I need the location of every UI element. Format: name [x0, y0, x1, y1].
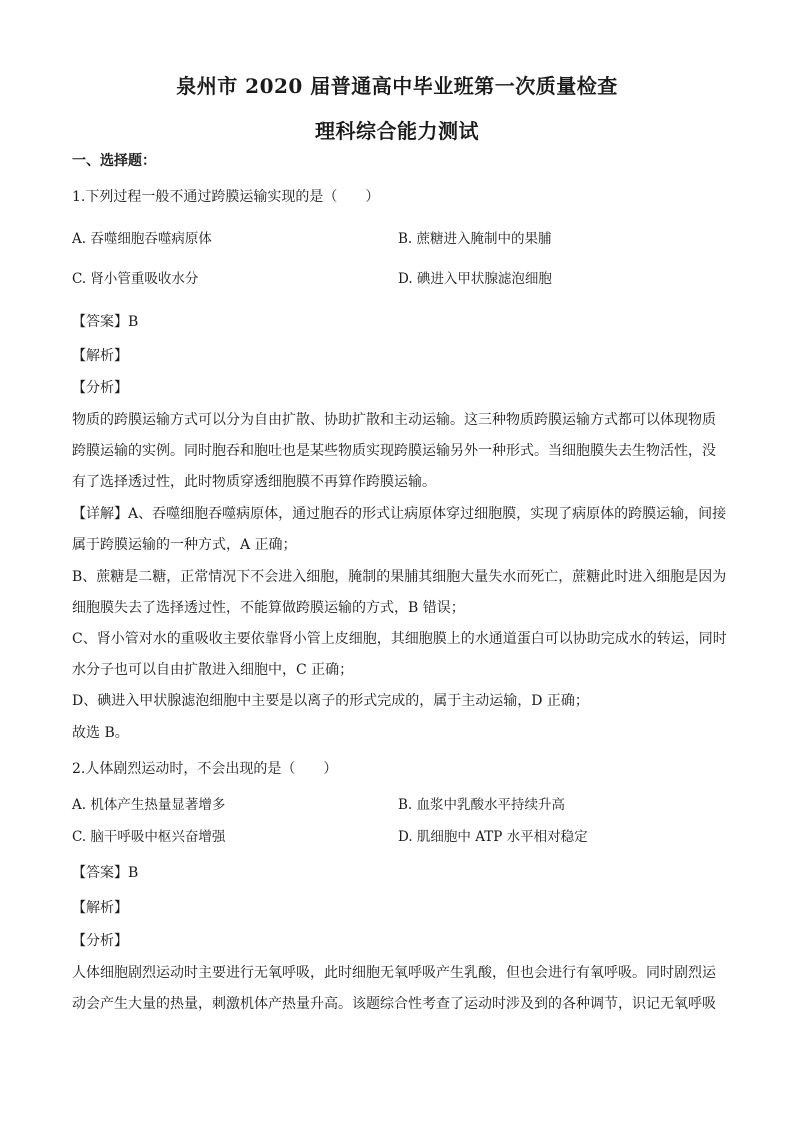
q1-answer: 【答案】B [72, 314, 139, 330]
q1-jiexi-label: 【解析】 [72, 348, 128, 364]
q2-analysis-line: 动会产生大量的热量，刺激机体产热量升高。该题综合性考查了运动时涉及到的各种调节，识记无氧呼吸 [72, 996, 716, 1012]
q1-detail-line: 【详解】A、吞噬细胞吞噬病原体，通过胞吞的形式让病原体穿过细胞膜，实现了病原体的跨膜运输，间接 [72, 506, 727, 522]
q1-detail-line: 故选 B。 [72, 725, 129, 741]
q1-option-a: A. 吞噬细胞吞噬病原体 [72, 231, 212, 247]
exam-title: 泉州市 2020 届普通高中毕业班第一次质量检查 [176, 74, 618, 98]
exam-subtitle: 理科综合能力测试 [315, 119, 479, 143]
q1-fenxi-label: 【分析】 [72, 380, 128, 396]
q2-option-d: D. 肌细胞中 ATP 水平相对稳定 [398, 829, 588, 845]
q2-option-b: B. 血浆中乳酸水平持续升高 [398, 797, 566, 813]
q1-detail-line: 水分子也可以自由扩散进入细胞中，C 正确； [72, 662, 354, 678]
q2-analysis-line: 人体细胞剧烈运动时主要进行无氧呼吸，此时细胞无氧呼吸产生乳酸，但也会进行有氧呼吸。同时剧烈运 [72, 965, 716, 981]
q1-option-d: D. 碘进入甲状腺滤泡细胞 [398, 271, 552, 287]
q1-detail-line: C、肾小管对水的重吸收主要依靠肾小管上皮细胞，其细胞膜上的水通道蛋白可以协助完成水的转运，同时 [72, 631, 727, 647]
section-heading: 一、选择题： [72, 153, 156, 169]
q1-analysis-line: 物质的跨膜运输方式可以分为自由扩散、协助扩散和主动运输。这三种物质跨膜运输方式都可以体现物质 [72, 412, 716, 428]
q1-option-b: B. 蔗糖进入腌制中的果脯 [398, 231, 552, 247]
question-2-stem: 2.人体剧烈运动时，不会出现的是（ ） [72, 761, 338, 777]
q1-analysis-line: 跨膜运输的实例。同时胞吞和胞吐也是某些物质实现跨膜运输另外一种形式。当细胞膜失去生物活性，没 [72, 443, 716, 459]
q1-detail-line: B、蔗糖是二糖，正常情况下不会进入细胞，腌制的果脯其细胞大量失水而死亡，蔗糖此时进入细胞是因为 [72, 569, 727, 585]
q2-fenxi-label: 【分析】 [72, 933, 128, 949]
q1-detail-line: 细胞膜失去了选择透过性，不能算做跨膜运输的方式，B 错误； [72, 600, 465, 616]
q2-answer: 【答案】B [72, 865, 139, 881]
q2-option-a: A. 机体产生热量显著增多 [72, 797, 226, 813]
q1-detail-line: 属于跨膜运输的一种方式，A 正确； [72, 537, 297, 553]
question-1-stem: 1.下列过程一般不通过跨膜运输实现的是（ ） [72, 189, 380, 205]
q2-option-c: C. 脑干呼吸中枢兴奋增强 [72, 829, 226, 845]
q1-option-c: C. 肾小管重吸收水分 [72, 271, 199, 287]
q1-detail-line: D、碘进入甲状腺滤泡细胞中主要是以离子的形式完成的，属于主动运输，D 正确； [72, 693, 589, 709]
q2-jiexi-label: 【解析】 [72, 900, 128, 916]
q1-analysis-line: 有了选择透过性，此时物质穿透细胞膜不再算作跨膜运输。 [72, 474, 436, 490]
